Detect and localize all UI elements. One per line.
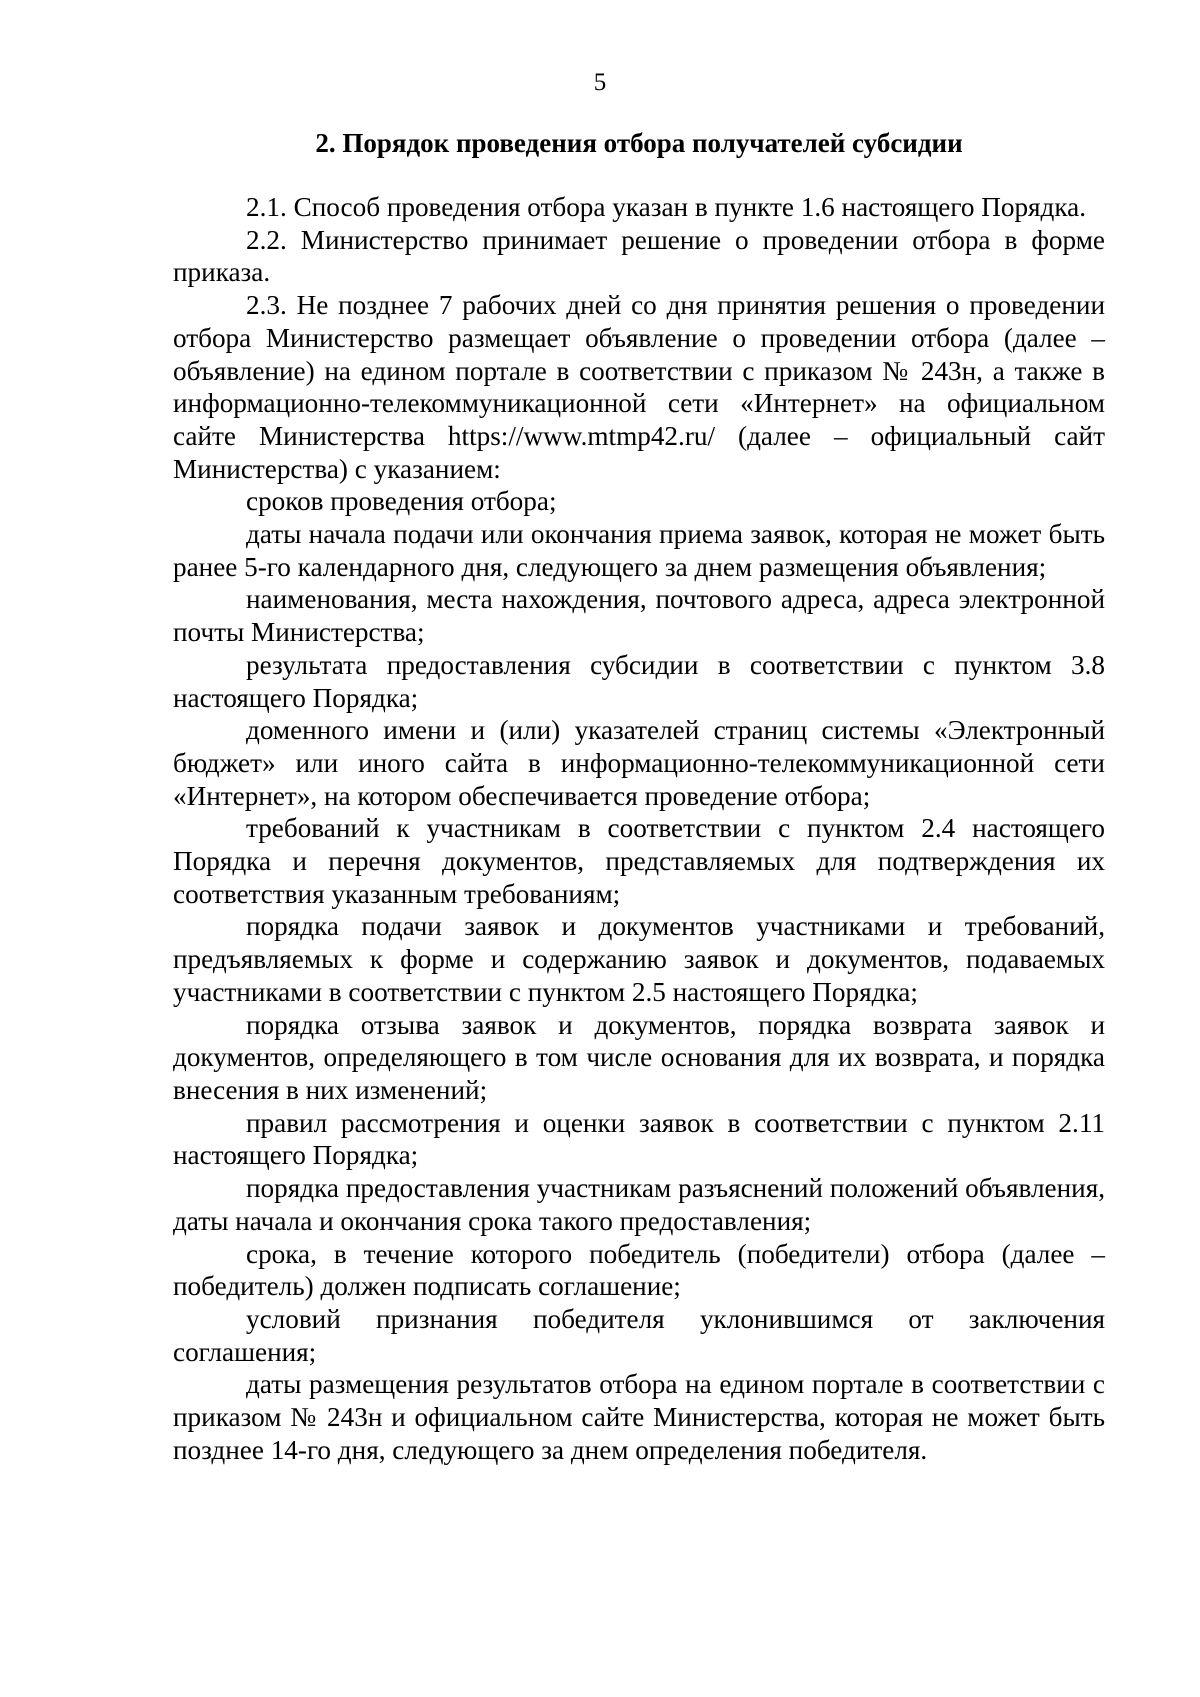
list-item-deadlines: сроков проведения отбора; [246,486,557,517]
list-item-signing-period: срока, в течение которого победитель (победители) отбора (далее – победитель) должен подписать соглашение; [173,1238,1105,1302]
page-number: 5 [593,69,607,96]
list-item-domain-name: доменного имени и (или) указателей страниц системы «Электронный бюджет» или иного сайта в информационно-телекоммуникационной сети «Интернет», на котором обеспечивается проведение отбора; [173,715,1105,811]
list-item-submission-procedure: порядка подачи заявок и документов участниками и требований, предъявляемых к форме и содержанию заявок и документов, подаваемых участниками в соответствии с пунктом 2.5 настоящего Порядка; [173,911,1105,1007]
list-item-results-publication: даты размещения результатов отбора на едином портале в соответствии с приказом № 243н и официальном сайте Министерства, которая не может быть позднее 14-го дня, следующего за днем определения победителя. [173,1369,1105,1465]
list-item-ministry-contacts: наименования, места нахождения, почтового адреса, адреса электронной почты Министерства; [173,584,1105,648]
list-item-withdrawal-procedure: порядка отзыва заявок и документов, порядка возврата заявок и документов, определяющего в том числе основания для их возврата, и порядка внесения в них изменений; [173,1009,1105,1105]
list-item-evasion-conditions: условий признания победителя уклонившимся от заключения соглашения; [173,1303,1105,1367]
document-body [173,191,1105,1466]
paragraph-2-2: 2.2. Министерство принимает решение о проведении отбора в форме приказа. [173,224,1105,288]
list-item-clarifications: порядка предоставления участникам разъяснений положений объявления, даты начала и окончания срока такого предоставления; [173,1173,1105,1236]
paragraph-2-3: 2.3. Не позднее 7 рабочих дней со дня принятия решения о проведении отбора Министерство размещает объявление о проведении отбора (далее – объявление) на едином портале в соответствии с приказом № 243н, а также в информационно-телекоммуникационной сети «Интернет» на официальном сайте Министерства https://www.mtmp42.ru/ (далее – официальный сайт Министерства) с указанием: [173,290,1105,484]
paragraph-2-1: 2.1. Способ проведения отбора указан в пункте 1.6 настоящего Порядка. [246,192,1087,222]
list-item-application-dates: даты начала подачи или окончания приема заявок, которая не может быть ранее 5-го календарного дня, следующего за днем размещения объявления; [173,519,1105,582]
list-item-participant-requirements: требований к участникам в соответствии с пунктом 2.4 настоящего Порядка и перечня документов, представляемых для подтверждения их соответствия указанным требованиям; [173,813,1105,909]
section-title: 2. Порядок проведения отбора получателей субсидии [315,128,963,158]
list-item-subsidy-result: результата предоставления субсидии в соответствии с пунктом 3.8 настоящего Порядка; [173,649,1105,713]
list-item-evaluation-rules: правил рассмотрения и оценки заявок в соответствии с пунктом 2.11 настоящего Порядка; [173,1107,1105,1171]
